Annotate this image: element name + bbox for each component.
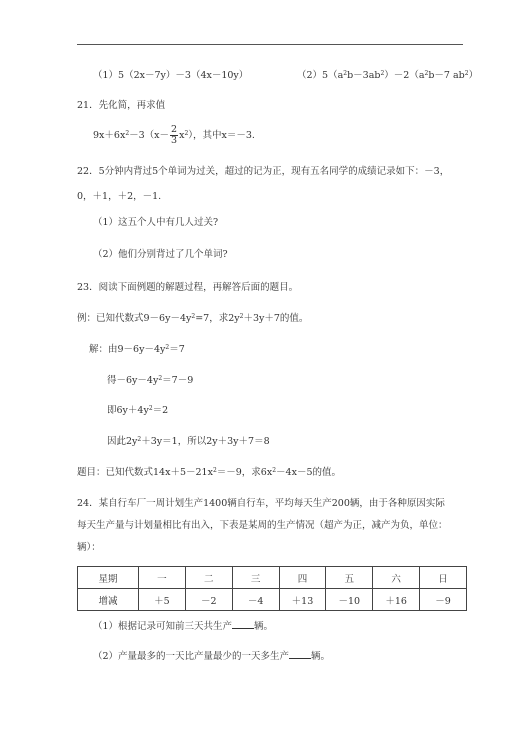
q23-solution-step1: 解：由$9-6y-4y^2=7$ — [89, 344, 185, 355]
table-cell: －9 — [420, 589, 467, 611]
answer-blank[interactable] — [289, 658, 311, 659]
q20-part2: $(2)5(a^2b-3ab^2)-2(a^2b-7$ $ab^2$） — [297, 70, 479, 81]
table-row — [78, 589, 467, 611]
q23-title: 23．阅读下面例题的解题过程，再解答后面的题目。 — [77, 282, 299, 293]
q24-line3: 辆）： — [77, 542, 101, 553]
table-cell: ＋5 — [139, 589, 186, 611]
fraction: $\frac{2}{3}$ — [171, 124, 178, 146]
table-cell: ＋13 — [279, 589, 326, 611]
table-cell: －2 — [185, 589, 232, 611]
q24-line2: 每天生产量与计划量相比有出入，下表是某周的生产情况（超产为正，减产为负，单位： — [77, 520, 448, 531]
table-cell: －10 — [326, 589, 373, 611]
table-cell: －4 — [232, 589, 279, 611]
q21-expression: $9x+6x^2-3(x-$ $\frac{2}{3}$ $x^2$），其中x＝－3. — [93, 124, 255, 146]
q24-sub1: （1）根据记录可知前三天共生产 辆。 — [93, 621, 274, 632]
q23-solution-step3: 即$6y+4y^2=2$ — [107, 405, 169, 416]
q22-line1: 22．5分钟内背过5个单词为过关，超过的记为正，现有五名同学的成绩记录如下：－3， — [77, 166, 450, 177]
table-cell: 三 — [232, 567, 279, 589]
table-cell: 五 — [326, 567, 373, 589]
q23-problem: 题目：已知代数式$14x+5-21x^2=-9$，求$6x^2-4x-5$的值。 — [77, 467, 341, 478]
q23-example: 例：已知代数式$9-6y-4y^2=7$，求$2y^2+3y+7$的值。 — [77, 313, 309, 324]
q23-solution-step2: 得$-6y-4y^2=7-9$ — [107, 375, 194, 386]
header-rule — [77, 44, 463, 45]
answer-blank[interactable] — [232, 628, 254, 629]
table-cell: 日 — [420, 567, 467, 589]
q21-title: 21．先化简，再求值 — [77, 100, 166, 111]
table-cell: 增减 — [78, 589, 139, 611]
q23-solution-step4: 因此$2y^2+3y=1$，所以2y＋3y＋7＝8 — [107, 436, 270, 447]
table-cell: 四 — [279, 567, 326, 589]
q24-line1: 24．某自行车厂一周计划生产1400辆自行车，平均每天生产200辆，由于各种原因实际 — [77, 498, 445, 509]
table-cell: 六 — [373, 567, 420, 589]
q22-line2: 0，＋1，＋2，－1. — [77, 191, 162, 202]
table-cell: 一 — [139, 567, 186, 589]
q20-part1: （1）5（2x－7y）－3（4x－10y） — [93, 70, 249, 81]
q22-sub1: （1）这五个人中有几人过关? — [93, 217, 219, 228]
table-cell: 二 — [185, 567, 232, 589]
production-table — [77, 566, 467, 611]
table-header-row — [78, 567, 467, 589]
q22-sub2: （2）他们分别背过了几个单词? — [93, 249, 228, 260]
table-cell: 星期 — [78, 567, 139, 589]
table-cell: ＋16 — [373, 589, 420, 611]
q24-sub2: （2）产量最多的一天比产量最少的一天多生产 辆。 — [93, 651, 331, 662]
